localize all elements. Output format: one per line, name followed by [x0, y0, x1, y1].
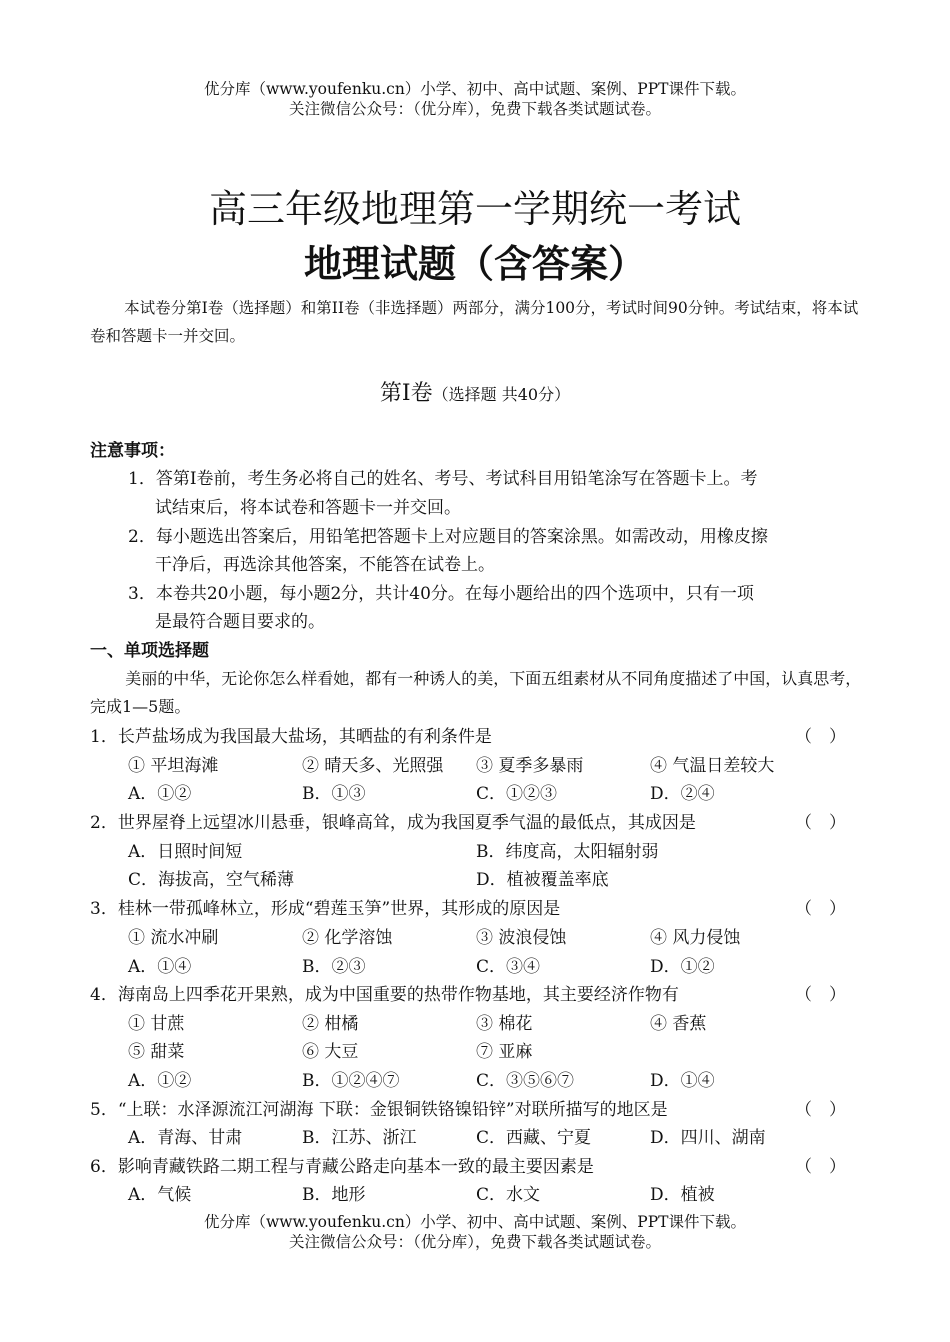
- question-3-item: ① 流水冲刷: [128, 928, 219, 948]
- question-4-item: ④ 香蕉: [650, 1014, 707, 1034]
- question-1-option-d: D．②④: [650, 784, 715, 804]
- question-1-option-a: A．①②: [128, 784, 192, 804]
- exam-title: 高三年级地理第一学期统一考试: [208, 187, 741, 231]
- page-footer-line-2: 关注微信公众号：（优分库），免费下载各类试题试卷。: [288, 1233, 661, 1251]
- question-5-stem: 5．“上联：水泽源流江河湖海 下联：金银铜铁铬镍铅锌”对联所描写的地区是: [90, 1100, 668, 1120]
- question-1-item: ③ 夏季多暴雨: [476, 756, 584, 776]
- question-2-option-d: D．植被覆盖率底: [476, 870, 609, 890]
- question-3-item: ② 化学溶蚀: [302, 928, 393, 948]
- question-3-stem: 3．桂林一带孤峰林立，形成“碧莲玉笋”世界，其形成的原因是: [90, 899, 561, 919]
- answer-blank: （ ）: [795, 899, 846, 919]
- question-6-option-d: D．植被: [650, 1185, 715, 1205]
- question-1-item: ② 晴天多、光照强: [302, 756, 444, 776]
- volume-label: 第Ⅰ卷: [379, 381, 433, 406]
- question-1-item: ④ 气温日差较大: [650, 756, 775, 776]
- question-4-option-c: C．③⑤⑥⑦: [476, 1071, 575, 1091]
- notice-item-2-line-1: 2．每小题选出答案后，用铅笔把答题卡上对应题目的答案涂黑。如需改动，用橡皮擦: [128, 527, 768, 547]
- answer-blank: （ ）: [795, 813, 846, 833]
- exam-subtitle: 地理试题（含答案）: [303, 242, 646, 286]
- volume-heading: [0, 380, 950, 409]
- question-6-stem: 6．影响青藏铁路二期工程与青藏公路走向基本一致的最主要因素是: [90, 1157, 594, 1177]
- notice-item-1-line-2: 试结束后，将本试卷和答题卡一并交回。: [155, 498, 461, 518]
- question-3-option-c: C．③④: [476, 957, 541, 977]
- page-footer-line-1: 优分库（www.youfenku.cn）小学、初中、高中试题、案例、PPT课件下载。: [203, 1213, 747, 1231]
- question-6-option-c: C．水文: [476, 1185, 541, 1205]
- question-6-option-a: A．气候: [128, 1185, 192, 1205]
- notice-heading: 注意事项：: [90, 441, 175, 461]
- volume-note: （选择题 共40分）: [432, 385, 571, 404]
- page-header-line-1: 优分库（www.youfenku.cn）小学、初中、高中试题、案例、PPT课件下载。: [203, 80, 747, 98]
- notice-item-3-line-1: 3．本卷共20小题，每小题2分，共计40分。在每小题给出的四个选项中，只有一项: [128, 584, 754, 604]
- question-2-option-b: B．纬度高，太阳辐射弱: [476, 842, 659, 862]
- question-3-item: ④ 风力侵蚀: [650, 928, 741, 948]
- notice-item-1-line-1: 1．答第Ⅰ卷前，考生务必将自己的姓名、考号、考试科目用铅笔涂写在答题卡上。考: [128, 469, 758, 489]
- page-header-line-2: 关注微信公众号：（优分库），免费下载各类试题试卷。: [288, 100, 661, 118]
- section-heading: 一、单项选择题: [90, 641, 209, 661]
- question-5-option-a: A．青海、甘肃: [128, 1128, 243, 1148]
- question-4-item: ⑦ 亚麻: [476, 1042, 533, 1062]
- answer-blank: （ ）: [795, 1100, 846, 1120]
- notice-item-2-line-2: 干净后，再选涂其他答案，不能答在试卷上。: [155, 555, 495, 575]
- question-4-item: ② 柑橘: [302, 1014, 359, 1034]
- question-4-item: ③ 棉花: [476, 1014, 533, 1034]
- question-3-option-a: A．①④: [128, 957, 192, 977]
- exam-intro: 本试卷分第Ⅰ卷（选择题）和第II卷（非选择题）两部分，满分100分，考试时间90分钟。考试结束，将本试卷和答题卡一并交回。: [90, 299, 859, 345]
- reading-passage: 美丽的中华，无论你怎么样看她，都有一种诱人的美，下面五组素材从不同角度描述了中国，认真思考，完成1—5题。: [90, 669, 862, 716]
- answer-blank: （ ）: [795, 727, 846, 747]
- question-2-option-c: C．海拔高，空气稀薄: [128, 870, 295, 890]
- question-1-item: ① 平坦海滩: [128, 756, 219, 776]
- question-4-option-b: B．①②④⑦: [302, 1071, 400, 1091]
- answer-blank: （ ）: [795, 1157, 846, 1177]
- question-4-item: ① 甘蔗: [128, 1014, 185, 1034]
- question-5-option-b: B．江苏、浙江: [302, 1128, 417, 1148]
- question-3-option-d: D．①②: [650, 957, 715, 977]
- answer-blank: （ ）: [795, 985, 846, 1005]
- question-1-stem: 1．长芦盐场成为我国最大盐场，其晒盐的有利条件是: [90, 727, 492, 747]
- notice-item-3-line-2: 是最符合题目要求的。: [155, 612, 325, 632]
- question-5-option-c: C．西藏、宁夏: [476, 1128, 592, 1148]
- question-1-option-b: B．①③: [302, 784, 366, 804]
- question-5-option-d: D．四川、湖南: [650, 1128, 766, 1148]
- question-4-stem: 4．海南岛上四季花开果熟，成为中国重要的热带作物基地，其主要经济作物有: [90, 985, 679, 1005]
- question-3-item: ③ 波浪侵蚀: [476, 928, 567, 948]
- question-4-option-a: A．①②: [128, 1071, 192, 1091]
- question-4-item: ⑤ 甜菜: [128, 1042, 185, 1062]
- question-1-option-c: C．①②③: [476, 784, 558, 804]
- question-4-item: ⑥ 大豆: [302, 1042, 359, 1062]
- question-4-option-d: D．①④: [650, 1071, 715, 1091]
- question-3-option-b: B．②③: [302, 957, 366, 977]
- question-6-option-b: B．地形: [302, 1185, 366, 1205]
- question-2-stem: 2．世界屋脊上远望冰川悬垂，银峰高耸，成为我国夏季气温的最低点，其成因是: [90, 813, 696, 833]
- question-2-option-a: A．日照时间短: [128, 842, 243, 862]
